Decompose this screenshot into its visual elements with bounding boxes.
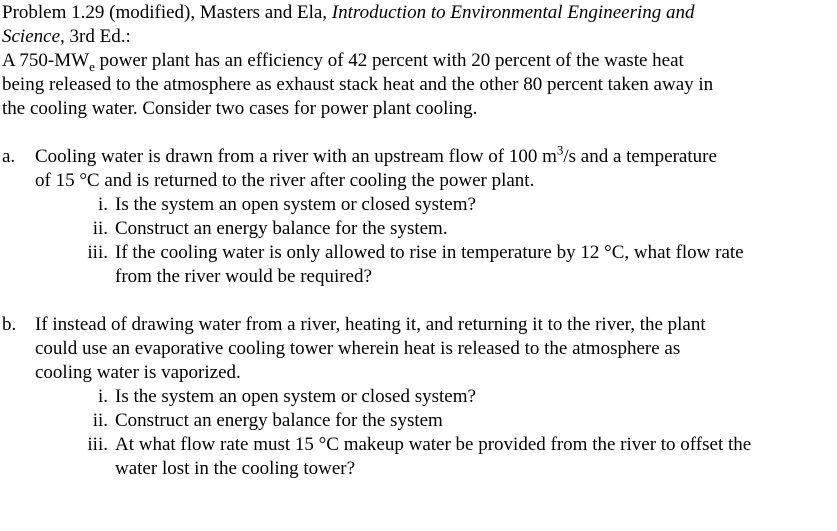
part-b-item-ii (35, 409, 832, 433)
intro-text: power plant has an efficiency of 42 percent with 20 percent of the waste heat (94, 50, 684, 71)
superscript-3: 3 (556, 142, 564, 158)
subscript-e: e (89, 58, 95, 74)
part-b-letter: b. (2, 314, 17, 335)
part-a-text: /s and a temperature (563, 146, 717, 167)
part-b-line-2: could use an evaporative cooling tower wherein heat is released to the atmosphere as (35, 338, 681, 359)
item-number: ii. (92, 218, 108, 239)
item-text: water lost in the cooling tower? (115, 458, 356, 479)
part-b (2, 313, 832, 481)
item-text: Is the system an open system or closed system? (115, 194, 476, 215)
item-text: Construct an energy balance for the system. (115, 218, 448, 239)
book-edition: , 3rd Ed.: (60, 26, 131, 47)
item-text: from the river would be required? (115, 266, 372, 287)
problem-source: Problem 1.29 (modified), Masters and Ela, (2, 2, 332, 23)
item-number: i. (97, 386, 108, 407)
part-a (2, 142, 832, 289)
item-number: iii. (87, 242, 108, 263)
part-b-item-i (35, 385, 832, 409)
part-a-item-ii (35, 217, 832, 241)
intro-text: A 750-MW (2, 50, 90, 71)
problem-header-line-1 (2, 1, 832, 25)
problem-intro (2, 49, 832, 121)
book-title-part-2: Science (2, 26, 61, 47)
part-a-item-i (35, 193, 832, 217)
part-b-item-iii (35, 433, 832, 481)
intro-line-2: being released to the atmosphere as exhaust stack heat and the other 80 percent taken away in (2, 74, 714, 95)
part-a-letter: a. (2, 146, 16, 167)
book-title-part-1: Introduction to Environmental Engineering and (331, 2, 695, 23)
item-text: At what flow rate must 15 °C makeup water be provided from the river to offset the (115, 434, 752, 455)
intro-line-3: the cooling water. Consider two cases for power plant cooling. (2, 98, 478, 119)
item-number: i. (97, 194, 108, 215)
item-text: Is the system an open system or closed system? (115, 386, 476, 407)
item-number: iii. (87, 434, 108, 455)
part-b-line-3: cooling water is vaporized. (35, 362, 241, 383)
problem-header-line-2 (2, 25, 832, 49)
item-text: If the cooling water is only allowed to rise in temperature by 12 °C, what flow rate (115, 242, 744, 263)
part-a-line-2: of 15 °C and is returned to the river after cooling the power plant. (35, 170, 535, 191)
part-b-line-1: If instead of drawing water from a river, heating it, and returning it to the river, the plant (35, 314, 706, 335)
part-a-item-iii (35, 241, 832, 289)
problem-document (2, 1, 832, 481)
item-number: ii. (92, 410, 108, 431)
intro-line-1 (2, 49, 832, 73)
part-a-line-1 (35, 142, 832, 169)
item-text: Construct an energy balance for the system (115, 410, 443, 431)
part-a-text: Cooling water is drawn from a river with an upstream flow of 100 m (35, 146, 557, 167)
